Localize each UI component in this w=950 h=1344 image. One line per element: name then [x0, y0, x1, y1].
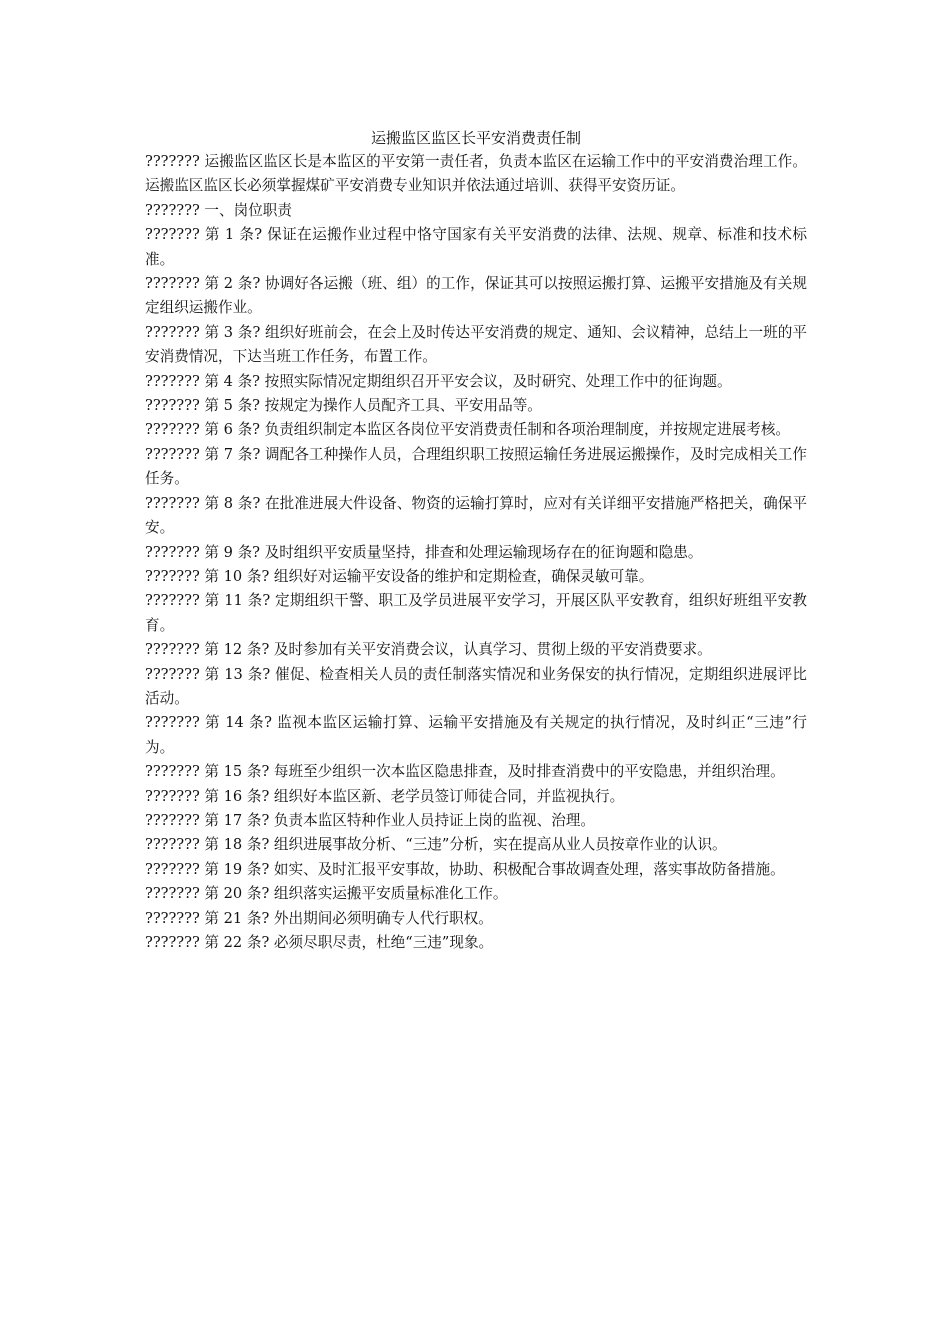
article-15: ??????? 第 15 条? 每班至少组织一次本监区隐患排查，及时排查消费中的平安隐患，并组织治理。: [145, 763, 785, 781]
article-3: ??????? 第 3 条? 组织好班前会，在会上及时传达平安消费的规定、通知、会议精神，总结上一班的平安消费情况，下达当班工作任务，布置工作。: [145, 323, 807, 366]
article-5: ??????? 第 5 条? 按规定为操作人员配齐工具、平安用品等。: [145, 397, 542, 415]
article-10: ??????? 第 10 条? 组织好对运输平安设备的维护和定期检查，确保灵敏可靠。: [145, 567, 654, 585]
article-20: ??????? 第 20 条? 组织落实运搬平安质量标准化工作。: [145, 885, 508, 903]
article-4: ??????? 第 4 条? 按照实际情况定期组织召开平安会议，及时研究、处理工作中的征询题。: [145, 372, 732, 390]
article-16: ??????? 第 16 条? 组织好本监区新、老学员签订师徒合同，并监视执行。: [145, 787, 625, 805]
article-7: ??????? 第 7 条? 调配各工种操作人员，合理组织职工按照运输任务进展运搬操作，及时完成相关工作任务。: [145, 445, 807, 488]
article-17: ??????? 第 17 条? 负责本监区特种作业人员持证上岗的监视、治理。: [145, 811, 595, 829]
section-heading-duties: ??????? 一、岗位职责: [145, 201, 292, 219]
article-8: ??????? 第 8 条? 在批准进展大件设备、物资的运输打算时，应对有关详细平安措施严格把关，确保平安。: [145, 494, 807, 537]
article-21: ??????? 第 21 条? 外出期间必须明确专人代行职权。: [145, 909, 493, 927]
article-22: ??????? 第 22 条? 必须尽职尽责，杜绝“三违”现象。: [145, 934, 494, 951]
document-page: [145, 126, 807, 955]
article-6: ??????? 第 6 条? 负责组织制定本监区各岗位平安消费责任制和各项治理制度，并按规定进展考核。: [145, 421, 791, 439]
article-12: ??????? 第 12 条? 及时参加有关平安消费会议，认真学习、贯彻上级的平安消费要求。: [145, 641, 712, 659]
article-11: ??????? 第 11 条? 定期组织干警、职工及学员进展平安学习，开展区队平安教育，组织好班组平安教育。: [145, 592, 807, 634]
article-1: ??????? 第 1 条? 保证在运搬作业过程中恪守国家有关平安消费的法律、法规、规章、标准和技术标准。: [145, 226, 807, 268]
document-title: 运搬监区监区长平安消费责任制: [370, 129, 581, 147]
article-18: ??????? 第 18 条? 组织进展事故分析、“三违”分析，实在提高从业人员按章作业的认识。: [145, 836, 727, 854]
article-9: ??????? 第 9 条? 及时组织平安质量坚持，排查和处理运输现场存在的征询题和隐患。: [145, 543, 703, 561]
article-14: ??????? 第 14 条? 监视本监区运输打算、运输平安措施及有关规定的执行情况，及时纠正“三违”行为。: [145, 714, 807, 756]
article-13: ??????? 第 13 条? 催促、检查相关人员的责任制落实情况和业务保安的执行情况，定期组织进展评比活动。: [145, 665, 807, 707]
article-2: ??????? 第 2 条? 协调好各运搬（班、组）的工作，保证其可以按照运搬打算、运搬平安措施及有关规定组织运搬作业。: [145, 275, 807, 317]
paragraph-intro: ??????? 运搬监区监区长是本监区的平安第一责任者，负责本监区在运输工作中的平安消费治理工作。运搬监区监区长必须掌握煤矿平安消费专业知识并依法通过培训、获得平安资历证。: [145, 153, 807, 195]
article-19: ??????? 第 19 条? 如实、及时汇报平安事故，协助、积极配合事故调查处理，落实事故防备措施。: [145, 860, 785, 878]
